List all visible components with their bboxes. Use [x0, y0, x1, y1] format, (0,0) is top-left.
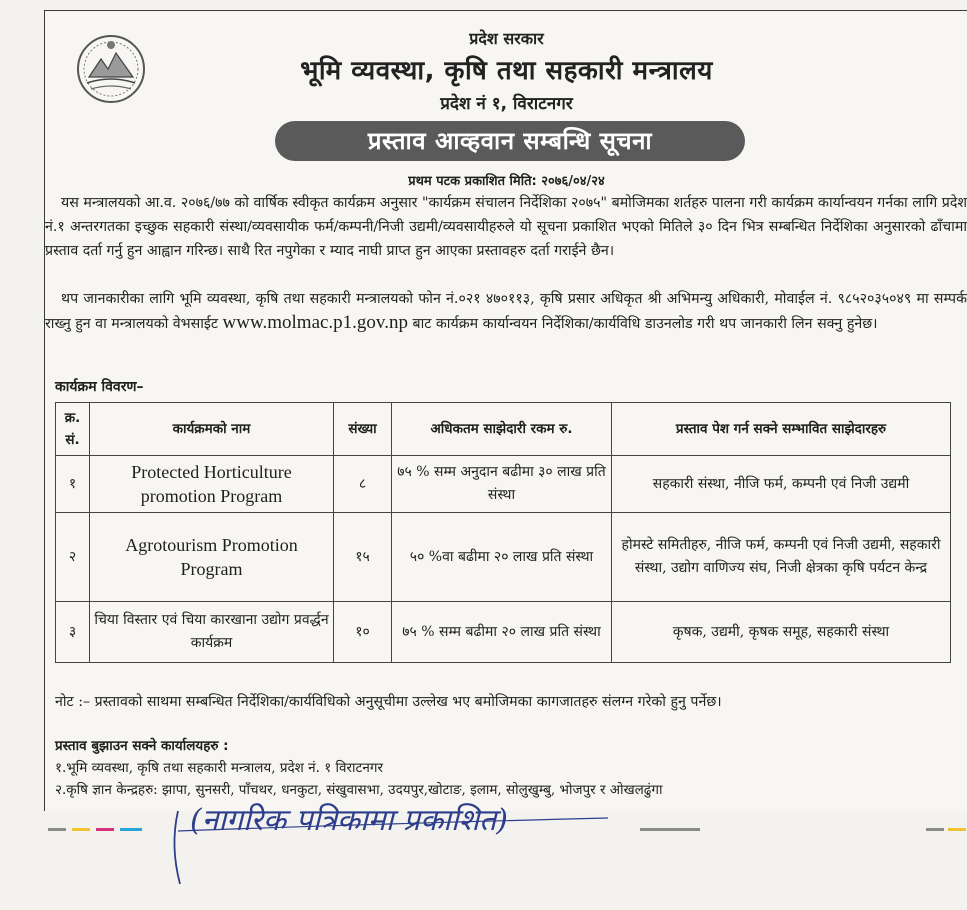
- cell-amount: ७५ % सम्म बढीमा २० लाख प्रति संस्था: [392, 602, 612, 663]
- offices-heading: प्रस्ताव बुझाउन सक्ने कार्यालयहरु :: [55, 738, 229, 754]
- cell-amount: ५० %वा बढीमा २० लाख प्रति संस्था: [392, 513, 612, 602]
- notice-banner: प्रस्ताव आव्हवान सम्बन्धि सूचना: [275, 121, 745, 161]
- cell-partners: कृषक, उद्यमी, कृषक समूह, सहकारी संस्था: [612, 602, 951, 663]
- publish-date: प्रथम पटक प्रकाशित मिति: २०७६/०४/२४: [408, 174, 605, 189]
- print-mark-gray: [48, 828, 66, 831]
- ministry-title: भूमि व्यवस्था, कृषि तथा सहकारी मन्त्रालय: [300, 56, 713, 86]
- print-mark-cyan: [120, 828, 142, 831]
- cell-sn: १: [56, 456, 90, 513]
- cell-name: चिया विस्तार एवं चिया कारखाना उद्योग प्रवर्द्धन कार्यक्रम: [90, 602, 334, 663]
- cell-count: १५: [334, 513, 392, 602]
- print-mark-gray-end: [926, 828, 944, 831]
- table-row: [56, 513, 951, 602]
- print-mark-gray-right: [640, 828, 700, 831]
- program-heading: कार्यक्रम विवरण–: [55, 379, 144, 395]
- handwritten-text: (नागरिक पत्रिकामा प्रकाशित): [190, 803, 508, 838]
- contact-paragraph: [45, 287, 967, 336]
- contact-text-pre: थप जानकारीका लागि भूमि व्यवस्था, कृषि तथा सहकारी मन्त्रालयको फोन नं.०२१ ४७०११३, कृषि प्रसार अधिकृत श्री अभिमन्यु अधिकारी, मोवाईल नं. ९८५२०३५०४९ मा सम्पर्क राख्नु हुन वा मन्त्रालयको वेभसाईट: [45, 291, 967, 332]
- print-mark-yellow-end: [948, 828, 966, 831]
- notice-panel: [44, 10, 967, 811]
- col-header-sn: क्र. सं.: [56, 403, 90, 456]
- col-header-partners: प्रस्ताव पेश गर्न सक्ने सम्भावित साझेदारहरु: [612, 403, 951, 456]
- cell-sn: २: [56, 513, 90, 602]
- cell-sn: ३: [56, 602, 90, 663]
- table-header-row: [56, 403, 951, 456]
- handwritten-annotation: [168, 796, 628, 896]
- ministry-location: प्रदेश नं १, विराटनगर: [440, 94, 573, 114]
- intro-paragraph: [45, 191, 967, 263]
- table-row: [56, 456, 951, 513]
- website-link[interactable]: www.molmac.p1.gov.np: [222, 312, 408, 333]
- cell-partners: होमस्टे समितीहरु, नीजि फर्म, कम्पनी एवं निजी उद्यमी, सहकारी संस्था, उद्योग वाणिज्य संघ, निजी क्षेत्रका कृषि पर्यटन केन्द्र: [612, 513, 951, 602]
- cell-amount: ७५ % सम्म अनुदान बढीमा ३० लाख प्रति संस्था: [392, 456, 612, 513]
- office-item: १.भूमि व्यवस्था, कृषि तथा सहकारी मन्त्रालय, प्रदेश नं. १ विराटनगर: [55, 760, 383, 776]
- cell-partners: सहकारी संस्था, नीजि फर्म, कम्पनी एवं निजी उद्यमी: [612, 456, 951, 513]
- cell-count: ८: [334, 456, 392, 513]
- note-text: नोट :– प्रस्तावको साथमा सम्बन्धित निर्देशिका/कार्यविधिको अनुसूचीमा उल्लेख भए बमोजिमका कागजातहरु संलग्न गरेको हुनु पर्नेछ।: [55, 694, 722, 710]
- cell-count: १०: [334, 602, 392, 663]
- col-header-count: संख्या: [334, 403, 392, 456]
- contact-text-post: बाट कार्यक्रम कार्यान्वयन निर्देशिका/कार्यविधि डाउनलोड गरी थप जानकारी लिन सक्नु हुनेछ।: [412, 316, 878, 332]
- program-table: [55, 402, 951, 663]
- table-row: [56, 602, 951, 663]
- col-header-name: कार्यक्रमको नाम: [90, 403, 334, 456]
- govt-title: प्रदेश सरकार: [469, 29, 544, 48]
- intro-text: यस मन्त्रालयको आ.व. २०७६/७७ को वार्षिक स्वीकृत कार्यक्रम अनुसार "कार्यक्रम संचालन निर्देशिका २०७५" बमोजिमका शर्तहरु पालना गरी कार्यक्रम कार्यान्वयन गर्नका लागि प्रदेश नं.१ अन्तरगतका इच्छुक सहकारी संस्था/व्यवसायीक फर्म/कम्पनी/निजी उद्यमी/व्यवसायीहरुले यो सूचना प्रकाशित भएको मितिले ३० दिन भित्र सम्बन्धित निर्देशिका अनुसारको ढाँचामा प्रस्ताव दर्ता गर्नु हुन आह्वान गरिन्छ। साथै रित नपुगेका र म्याद नाघी प्राप्त हुन आएका प्रस्तावहरु दर्ता गराईने छैन।: [45, 195, 967, 259]
- print-mark-yellow: [72, 828, 90, 831]
- print-mark-magenta: [96, 828, 114, 831]
- cell-name: Agrotourism Promotion Program: [90, 513, 334, 602]
- cell-name: Protected Horticulture promotion Program: [90, 456, 334, 513]
- office-item: २.कृषि ज्ञान केन्द्रहरु: झापा, सुनसरी, पाँचथर, धनकुटा, संखुवासभा, उदयपुर,खोटाङ, इलाम, सोलुखुम्बु, भोजपुर र ओखलढुंगा: [55, 782, 663, 798]
- col-header-amount: अधिकतम साझेदारी रकम रु.: [392, 403, 612, 456]
